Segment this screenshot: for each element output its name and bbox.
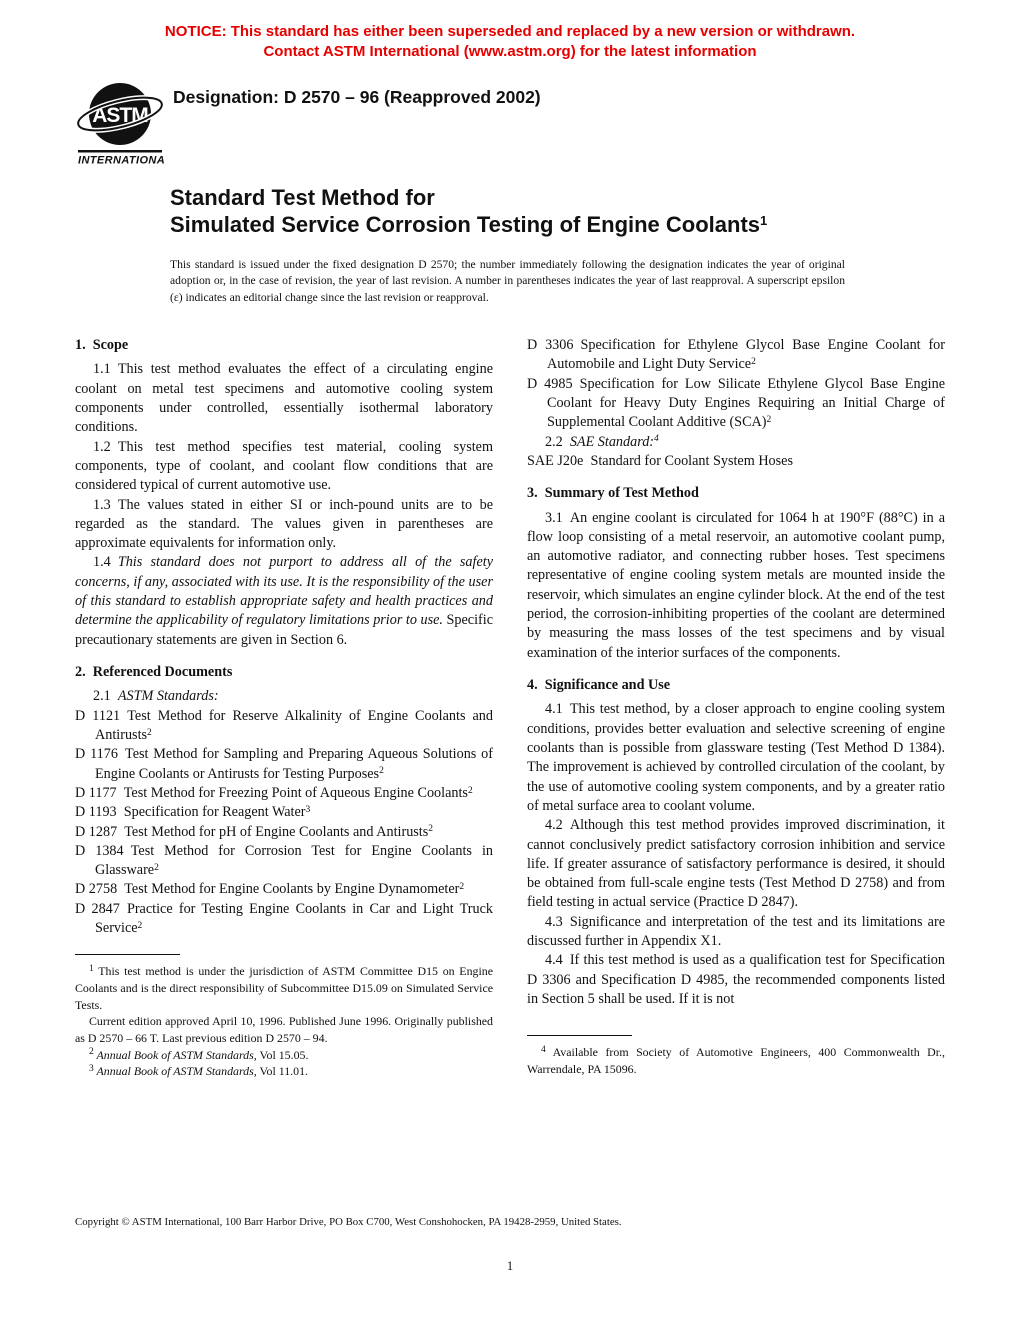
reference-item: SAE J20e Standard for Coolant System Hoses: [527, 452, 793, 469]
copyright-line: Copyright © ASTM International, 100 Barr Harbor Drive, PO Box C700, West Conshohocken, PA 19428-2959, United States.: [75, 1216, 622, 1228]
footnote: $^1$ This test method is under the jurisdiction of ASTM Committee D15 on Engine Coolants and is the direct responsibility of Subcommittee D15.09 on Simulated Service Tests.: [75, 964, 493, 1012]
notice-line-1: NOTICE: This standard has either been superseded and replaced by a new version or withdrawn.: [164, 23, 856, 40]
issuance-note: This standard is issued under the fixed designation D 2570; the number immediately following the designation indicates the year of original adoption or, in the case of revision, the year of last revision. A number in parentheses indicates the year of last reapproval. A superscript epsilon (ε) indicates an editorial change since the last revision or reapproval.: [170, 257, 845, 304]
right-footnotes-content: [527, 1044, 945, 1077]
notice-line-2: Contact ASTM International (www.astm.org) for the latest information: [263, 42, 757, 60]
right-column-content: [527, 336, 945, 1009]
paragraph: 2.2 SAE Standard:$^4$: [545, 433, 659, 450]
footnote-rule: [75, 954, 180, 955]
paragraph: 1.3 The values stated in either SI or inch-pound units are to be regarded as the standard. The values given in parentheses are approximate equivalents for information only.: [75, 496, 493, 552]
withdrawal-notice: [75, 0, 945, 61]
title-line-2: Simulated Service Corrosion Testing of Engine Coolants$^1$: [170, 211, 768, 237]
footnote: $^4$ Available from Society of Automotive Engineers, 400 Commonwealth Dr., Warrendale, PA 15096.: [527, 1045, 945, 1076]
footnote: $^2$ Annual Book of ASTM Standards, Vol 15.05.: [89, 1047, 309, 1062]
footnote: $^3$ Annual Book of ASTM Standards, Vol 11.01.: [89, 1064, 309, 1079]
paragraph: 4.4 If this test method is used as a qualification test for Specification D 3306 and Specification D 4985, the recommended components listed in Section 5 shall be used. If it is not: [527, 952, 945, 1008]
reference-item: D 1177 Test Method for Freezing Point of Aqueous Engine Coolants$^2$: [75, 784, 473, 801]
left-column: [75, 336, 493, 1080]
left-footnotes: [75, 954, 493, 1080]
footnote: Current edition approved April 10, 1996. Published June 1996. Originally published as D 2570 – 66 T. Last previous edition D 2570 – 94.: [75, 1014, 493, 1046]
paragraph: 4.3 Significance and interpretation of the test and its limitations are discussed further in Appendix X1.: [527, 913, 945, 950]
reference-item: D 2758 Test Method for Engine Coolants by Engine Dynamometer$^2$: [75, 881, 465, 898]
section-heading: 3. Summary of Test Method: [527, 485, 699, 502]
page-number: 1: [506, 1259, 514, 1273]
paragraph: 1.1 This test method evaluates the effect of a circulating engine coolant on metal test specimens and automotive cooling system components under controlled, essentially isothermal laboratory conditions.: [75, 361, 493, 436]
reference-item: D 1287 Test Method for pH of Engine Coolants and Antirusts$^2$: [75, 823, 434, 840]
title-footnote-ref: 1: [760, 213, 768, 229]
section-heading: 2. Referenced Documents: [75, 664, 233, 681]
svg-text:INTERNATIONAL: INTERNATIONAL: [78, 154, 165, 167]
document-header: [75, 77, 945, 169]
right-footnotes: [527, 1035, 945, 1077]
reference-item: D 1384 Test Method for Corrosion Test for Engine Coolants in Glassware$^2$: [75, 842, 493, 879]
paragraph: 1.2 This test method specifies test material, cooling system components, type of coolant, and coolant flow conditions that are considered typical of current automotive use.: [75, 438, 493, 494]
section-heading: 1. Scope: [75, 337, 129, 354]
right-column: [527, 336, 945, 1080]
paragraph: 3.1 An engine coolant is circulated for 1064 h at 190°F (88°C) in a flow loop consisting of a metal reservoir, an automotive coolant pump, an automotive radiator, and connecting rubber hoses. Test specimens representative of engine cooling system metals are mounted inside the reservoir, which simulates an engine cylinder block. At the end of the test period, the corrosion-inhibiting properties of the coolant are determined by measuring the mass losses of the test specimens and by visual examination of the interior surfaces of the components.: [527, 509, 945, 661]
reference-item: D 2847 Practice for Testing Engine Coolants in Car and Light Truck Service$^2$: [75, 900, 493, 937]
left-footnotes-content: [75, 963, 493, 1080]
svg-text:ASTM: ASTM: [92, 104, 148, 127]
astm-logo: [75, 77, 165, 169]
section-heading: 4. Significance and Use: [527, 677, 671, 694]
title-line-1: Standard Test Method for: [170, 185, 435, 210]
body-columns: [75, 336, 945, 1080]
left-column-content: [75, 336, 493, 938]
paragraph: 4.1 This test method, by a closer approach to engine cooling system conditions, provides better evaluation and selective screening of engine coolants than is possible from glassware testing (Test Method D 1384). The improvement is achieved by controlled circulation of the coolant, by the use of automotive cooling system components, and by a greater ratio of metal surface area to coolant volume.: [527, 701, 945, 814]
reference-item: D 4985 Specification for Low Silicate Ethylene Glycol Base Engine Coolant for Heavy Duty Engines Requiring an Initial Charge of Supplemental Coolant Additive (SCA)$^2$: [527, 375, 945, 431]
reference-item: D 1193 Specification for Reagent Water$^3$: [75, 804, 311, 821]
designation-line: Designation: D 2570 – 96 (Reapproved 2002): [173, 87, 541, 107]
footnote-rule: [527, 1035, 632, 1036]
reference-item: D 1176 Test Method for Sampling and Preparing Aqueous Solutions of Engine Coolants or Antirusts for Testing Purposes$^2$: [75, 746, 493, 782]
paragraph: 4.2 Although this test method provides improved discrimination, it cannot conclusively predict satisfactory corrosion inhibition and service life. If greater assurance of satisfactory performance is desired, it should be obtained from full-scale engine tests (Test Method D 2758) and from field testing in actual service (Practice D 2847).: [527, 817, 945, 911]
paragraph: 2.1 ASTM Standards:: [93, 688, 219, 705]
reference-item: D 3306 Specification for Ethylene Glycol Base Engine Coolant for Automobile and Light Duty Service$^2$: [527, 337, 945, 373]
reference-item: D 1121 Test Method for Reserve Alkalinity of Engine Coolants and Antirusts$^2$: [75, 707, 493, 743]
document-title: [170, 185, 870, 239]
astm-globe-icon: [75, 77, 165, 169]
paragraph: 1.4 This standard does not purport to address all of the safety concerns, if any, associated with its use. It is the responsibility of the user of this standard to establish appropriate safety and health practices and determine the applicability of regulatory limitations prior to use. Specific precautionary statements are given in Section 6.: [75, 554, 494, 648]
